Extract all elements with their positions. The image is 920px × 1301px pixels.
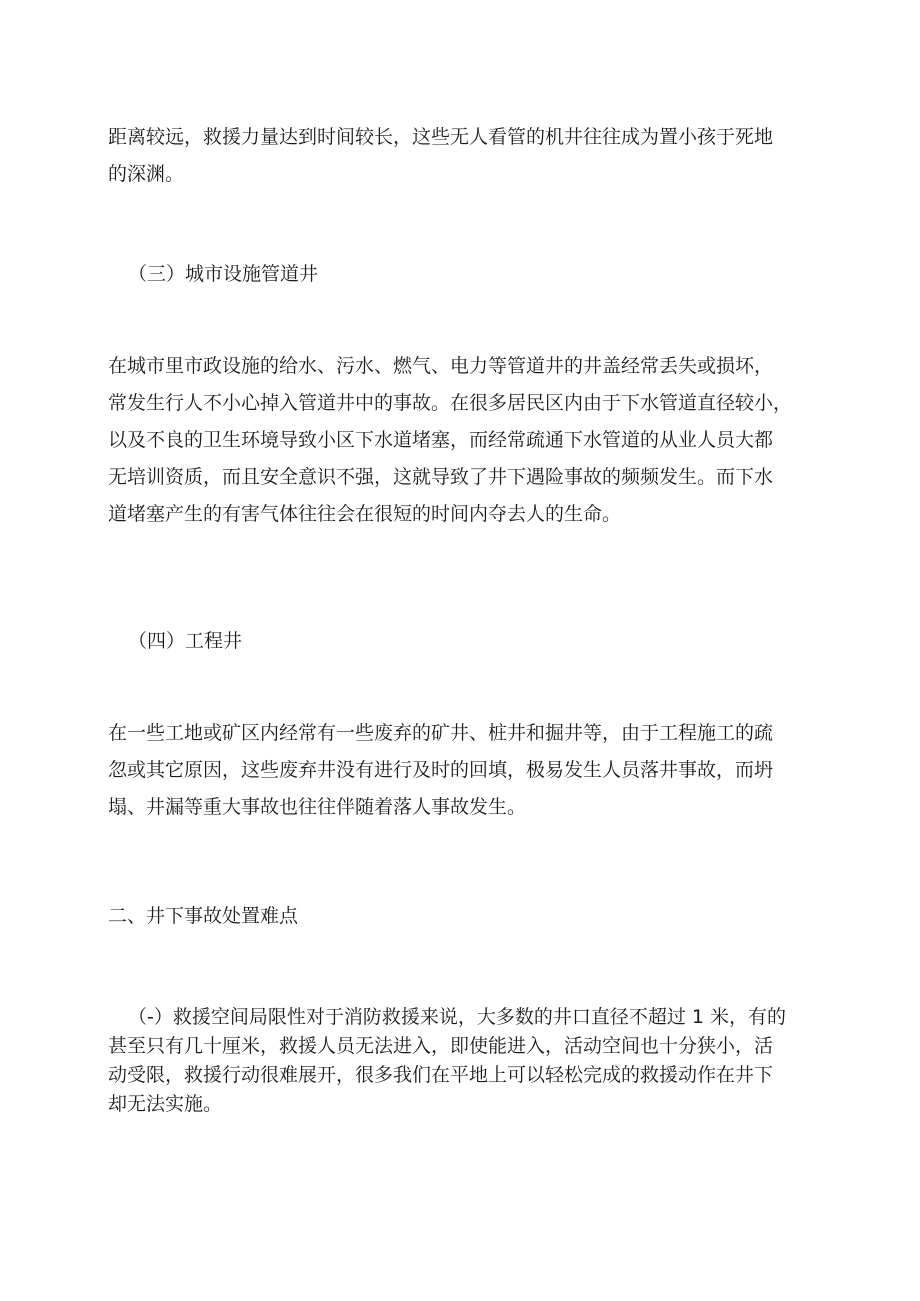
section-heading: （四）工程井 bbox=[128, 630, 243, 652]
paragraph-line: 动受限，救援行动很难展开，很多我们在平地上可以轻松完成的救援动作在井下 bbox=[108, 1064, 774, 1086]
paragraph-1 bbox=[108, 119, 823, 193]
section-heading: 二、井下事故处置难点 bbox=[108, 905, 299, 927]
paragraph-line: 道堵塞产生的有害气体往往会在很短的时间内夺去人的生命。 bbox=[108, 503, 622, 525]
paragraph-4 bbox=[108, 1003, 823, 1119]
section-heading: （三）城市设施管道井 bbox=[128, 263, 319, 285]
paragraph-3 bbox=[108, 715, 823, 826]
paragraph-line: 忽或其它原因，这些废弃井没有进行及时的回填，极易发生人员落井事故，而坍 bbox=[108, 759, 774, 781]
paragraph-2 bbox=[108, 348, 823, 533]
paragraph-line: 常发生行人不小心掉入管道井中的事故。在很多居民区内由于下水管道直径较小， bbox=[108, 392, 793, 414]
paragraph-line: 在城市里市政设施的给水、污水、燃气、电力等管道井的井盖经常丢失或损坏， bbox=[108, 355, 774, 377]
paragraph-line: 的深渊。 bbox=[108, 163, 185, 185]
paragraph-line: 在一些工地或矿区内经常有一些废弃的矿井、桩井和掘井等，由于工程施工的疏 bbox=[108, 722, 774, 744]
paragraph-line: 无培训资质，而且安全意识不强，这就导致了井下遇险事故的频频发生。而下水 bbox=[108, 466, 774, 488]
paragraph-line: （-）救援空间局限性对于消防救援来说，大多数的井口直径不超过 1 米，有的 bbox=[128, 1006, 787, 1028]
paragraph-line: 塌、井漏等重大事故也往往伴随着落人事故发生。 bbox=[108, 796, 527, 818]
heading-4 bbox=[128, 623, 843, 660]
paragraph-line: 甚至只有几十厘米，救援人员无法进入，即使能进入，活动空间也十分狭小，活 bbox=[108, 1035, 774, 1057]
paragraph-line: 却无法实施。 bbox=[108, 1093, 223, 1115]
paragraph-line: 距离较远，救援力量达到时间较长，这些无人看管的机井往往成为置小孩于死地 bbox=[108, 126, 774, 148]
heading-3 bbox=[128, 256, 843, 293]
paragraph-line: 以及不良的卫生环境导致小区下水道堵塞，而经常疏通下水管道的从业人员大都 bbox=[108, 429, 774, 451]
section-2-heading bbox=[108, 898, 823, 935]
